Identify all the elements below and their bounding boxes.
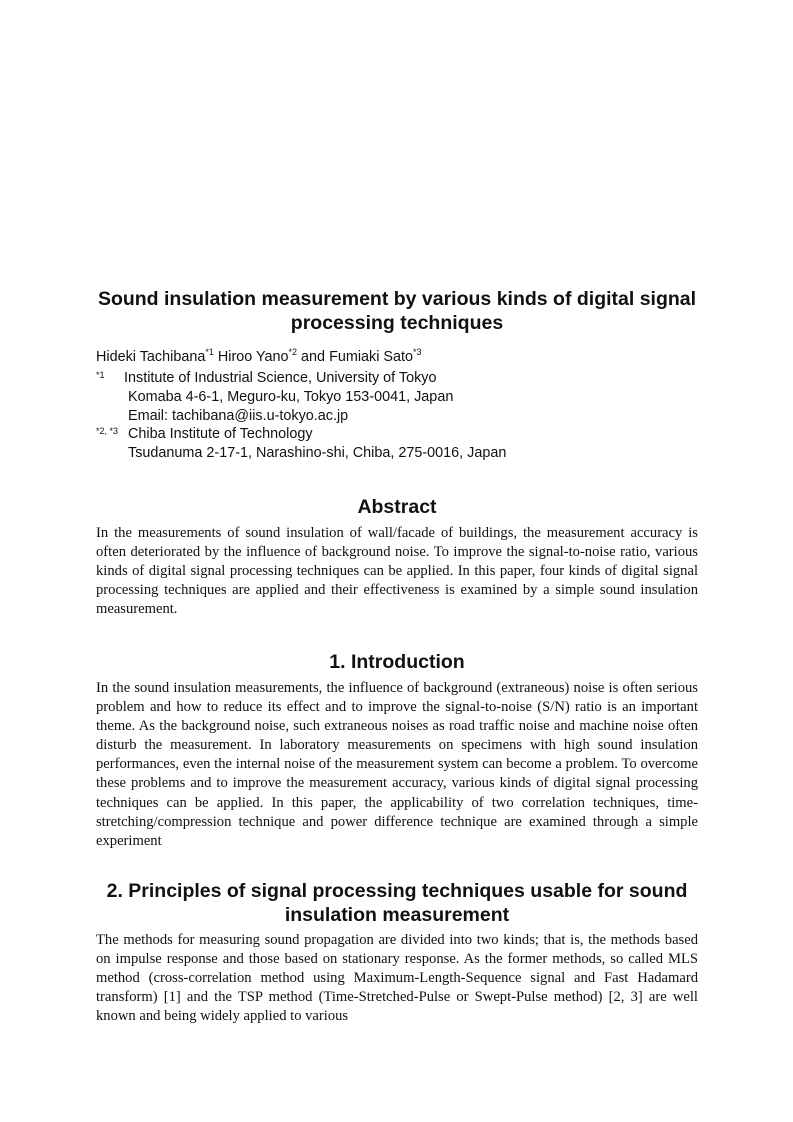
section-heading: 1. Introduction [329, 651, 465, 673]
affiliation-mark: *2, *3 [96, 426, 119, 436]
affiliation-line: Tsudanuma 2-17-1, Narashino-shi, Chiba, 275-0016, Japan [128, 445, 507, 461]
author-name: Hiroo Yano [217, 349, 289, 365]
affiliation-line: Institute of Industrial Science, University of Tokyo [124, 370, 437, 386]
paper-title: Sound insulation measurement by various kinds of digital signal processing techniques [97, 288, 697, 334]
author-line [96, 348, 698, 366]
author-joiner: and [297, 349, 330, 365]
affiliation-line: Komaba 4-6-1, Meguro-ku, Tokyo 153-0041, Japan [128, 389, 454, 405]
author-name: Fumiaki Sato [329, 349, 414, 365]
section-heading: 2. Principles of signal processing techniques usable for sound insulation measurement [106, 880, 688, 926]
author-affiliation-mark: *3 [413, 347, 422, 357]
section-text: In the sound insulation measurements, the influence of background (extraneous) noise is often serious problem and how to reduce its effect and to improve the signal-to-noise (S/N) ratio is an important theme. As the background noise, such extraneous noises as road traffic noise and machine noise often disturb the measurement. In laboratory measurements on specimens with high sound insulation performances, even the internal noise of the measurement system can become a problem. To overcome these problems and to improve the measurement accuracy, various kinds of digital signal processing techniques can be applied. In this paper, the applicability of two correlation techniques, time-stretching/compression technique and power difference technique are examined through a simple experiment [96, 680, 698, 849]
author-affiliation-mark: *2 [288, 347, 298, 357]
author-affiliation-mark: *1 [205, 347, 214, 357]
author-name: Hideki Tachibana [96, 349, 206, 365]
affiliation-line: Email: tachibana@iis.u-tokyo.ac.jp [128, 408, 349, 424]
abstract-heading: Abstract [357, 496, 437, 518]
affiliation-mark: *1 [96, 370, 105, 380]
section-text: The methods for measuring sound propagation are divided into two kinds; that is, the methods based on impulse response and those based on stationary response. As the former methods, so called MLS method (cross-correlation method using Maximum-Length-Sequence signal and Fast Hadamard transform) [1] and the TSP method (Time-Stretched-Pulse or Swept-Pulse method) [2, 3] are well known and being widely applied to various [96, 932, 698, 1025]
abstract-text: In the measurements of sound insulation of wall/facade of buildings, the measurement accuracy is often deteriorated by the influence of background noise. To improve the signal-to-noise ratio, various kinds of digital signal processing techniques can be applied. In this paper, four kinds of digital signal processing techniques are applied and their effectiveness is examined by a simple sound insulation measurement. [96, 525, 698, 618]
affiliation-line: Chiba Institute of Technology [128, 426, 313, 442]
